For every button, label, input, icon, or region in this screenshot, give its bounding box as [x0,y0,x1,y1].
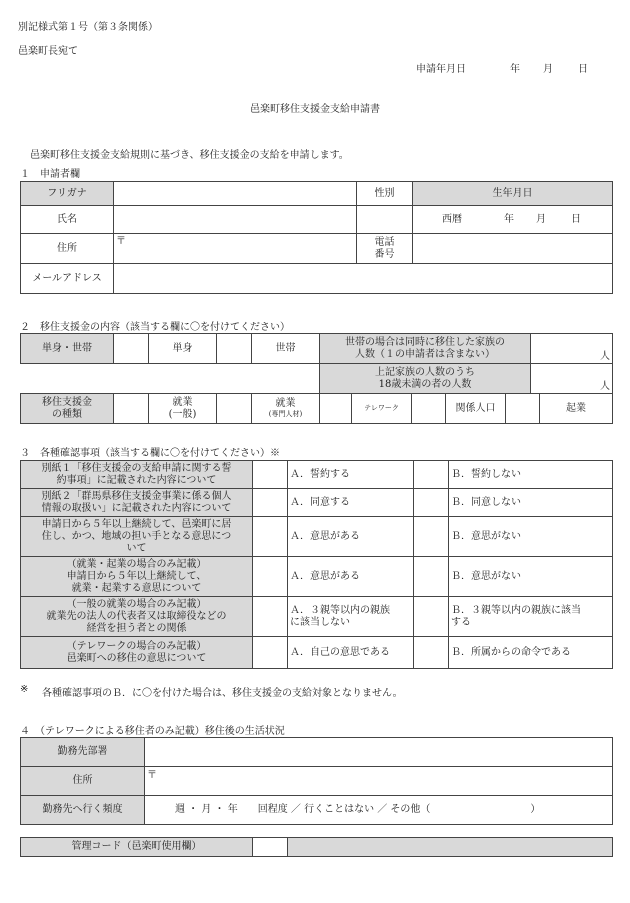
section4-heading: ４ （テレワークによる移住者のみ記載）移住後の生活状況 [20,726,285,737]
confirmation-question: （テレワークの場合のみ記載） 邑楽町への移住の意思について [21,637,253,669]
telework-label: テレワーク [352,394,412,424]
confirmation-table [20,460,613,669]
dob-month-label: 月 [536,214,546,225]
living-status-table [20,737,613,825]
email-field[interactable] [114,264,613,294]
option-b-label: Ｂ．３親等以内の親族に該当 する [449,597,613,637]
option-b-check-cell[interactable] [414,597,449,637]
household-label: 世帯 [252,334,320,364]
related-population-label: 関係人口 [446,394,506,424]
single-label: 単身 [149,334,217,364]
family-count-field[interactable]: 人 [531,334,613,364]
option-a-label: Ａ．意思がある [288,517,414,557]
option-a-check-cell[interactable] [253,489,288,517]
confirmation-question: （就業・起業の場合のみ記載） 申請日から５年以上継続して、 就業・起業する意思について [21,557,253,597]
option-b-label: Ｂ．所属からの命令である [449,637,613,669]
minor-count-field[interactable]: 人 [531,364,613,394]
confirmation-row [21,597,613,637]
addressee: 邑楽町長宛て [18,46,78,57]
option-a-check-cell[interactable] [253,637,288,669]
section2-heading: ２ 移住支援金の内容（該当する欄に〇を付けてください） [20,322,290,333]
intro-text: 邑楽町移住支援金支給規則に基づき、移住支援金の支給を申請します。 [30,150,349,161]
family-count-label: 世帯の場合は同時に移住した家族の 人数（１の申請者は含まない） [320,334,531,364]
admin-code-label: 管理コード（邑楽町使用欄） [21,838,253,857]
date-day-label: 日 [578,64,588,75]
dob-field[interactable] [413,206,613,234]
support-content-table [20,333,613,394]
option-b-label: Ｂ．誓約しない [449,461,613,489]
confirmation-note: 各種確認事項のＢ．に〇を付けた場合は、移住支援金の支給対象となりません。 [42,688,403,699]
confirmation-question: （一般の就業の場合のみ記載） 就業先の法人の代表者又は取締役などの 経営を担う者との関係 [21,597,253,637]
application-date-label: 申請年月日 [416,64,466,75]
furigana-label: フリガナ [21,182,114,206]
minor-count-label: 上記家族の人数のうち 18歳未満の者の人数 [320,364,531,394]
workplace-address-field[interactable]: 〒 [145,767,613,796]
dob-label: 生年月日 [413,182,613,206]
confirmation-row [21,517,613,557]
phone-field[interactable] [413,234,613,264]
gender-label: 性別 [357,182,413,206]
option-b-check-cell[interactable] [414,637,449,669]
option-a-check-cell[interactable] [253,597,288,637]
admin-code-table [20,837,613,857]
confirmation-question: 別紙２「群馬県移住支援金事業に係る個人 情報の取扱い」に記載された内容について [21,489,253,517]
employment-professional-label: 就業 (専門人材) [252,394,320,424]
startup-check-cell[interactable] [506,394,540,424]
option-a-check-cell[interactable] [253,517,288,557]
single-household-label: 単身・世帯 [21,334,114,364]
dob-day-label: 日 [571,214,581,225]
admin-code-cell-2[interactable] [288,838,613,857]
phone-label: 電話 番号 [357,234,413,264]
name-field[interactable] [114,206,357,234]
furigana-field[interactable] [114,182,357,206]
postal-mark: 〒 [116,236,126,247]
form-number-label: 別記様式第１号（第３条関係） [18,22,158,33]
seireki-label: 西暦 [442,214,462,225]
option-a-label: Ａ．３親等以内の親族 に該当しない [288,597,414,637]
professional-check-cell[interactable] [217,394,252,424]
option-b-label: Ｂ．同意しない [449,489,613,517]
date-year-label: 年 [510,64,520,75]
option-b-check-cell[interactable] [414,557,449,597]
option-b-label: Ｂ．意思がない [449,517,613,557]
option-b-check-cell[interactable] [414,517,449,557]
option-b-check-cell[interactable] [414,461,449,489]
confirmation-row [21,461,613,489]
option-a-check-cell[interactable] [253,557,288,597]
section1-heading: １ 申請者欄 [20,169,80,180]
single-check-cell[interactable] [114,334,149,364]
household-check-cell[interactable] [217,334,252,364]
confirmation-row [21,637,613,669]
blank-cell [21,364,320,394]
option-b-label: Ｂ．意思がない [449,557,613,597]
address-field[interactable] [114,234,357,264]
option-b-check-cell[interactable] [414,489,449,517]
date-month-label: 月 [543,64,553,75]
support-type-table [20,393,613,424]
gender-field[interactable] [357,206,413,234]
name-label: 氏名 [21,206,114,234]
workplace-label: 勤務先部署 [21,738,145,767]
frequency-field[interactable]: 週 ・ 月 ・ 年 回程度 ／ 行くことはない ／ その他（ ） [145,796,613,825]
support-type-label: 移住支援金 の種類 [21,394,114,424]
related-pop-check-cell[interactable] [412,394,446,424]
option-a-label: Ａ．誓約する [288,461,414,489]
address-label: 住所 [21,234,114,264]
workplace-address-label: 住所 [21,767,145,796]
applicant-table [20,181,613,294]
confirmation-question: 申請日から５年以上継続して、邑楽町に居 住し、かつ、地域の担い手となる意思につ いて [21,517,253,557]
frequency-label: 勤務先へ行く頻度 [21,796,145,825]
admin-code-cell-1[interactable] [253,838,288,857]
dob-year-label: 年 [504,214,514,225]
document-title: 邑楽町移住支援金支給申請書 [250,104,380,115]
confirmation-question: 別紙１「移住支援金の支給申請に関する誓 約事項」に記載された内容について [21,461,253,489]
option-a-label: Ａ．同意する [288,489,414,517]
option-a-check-cell[interactable] [253,461,288,489]
employment-general-label: 就業 (一般) [149,394,217,424]
confirmation-row [21,489,613,517]
telework-check-cell[interactable] [320,394,352,424]
startup-label: 起業 [540,394,613,424]
option-a-label: Ａ．自己の意思である [288,637,414,669]
email-label: メールアドレス [21,264,114,294]
confirmation-row [21,557,613,597]
workplace-field[interactable] [145,738,613,767]
note-mark: ※ [20,684,29,695]
option-a-label: Ａ．意思がある [288,557,414,597]
general-check-cell[interactable] [114,394,149,424]
section3-heading: ３ 各種確認事項（該当する欄に〇を付けてください）※ [20,448,280,459]
